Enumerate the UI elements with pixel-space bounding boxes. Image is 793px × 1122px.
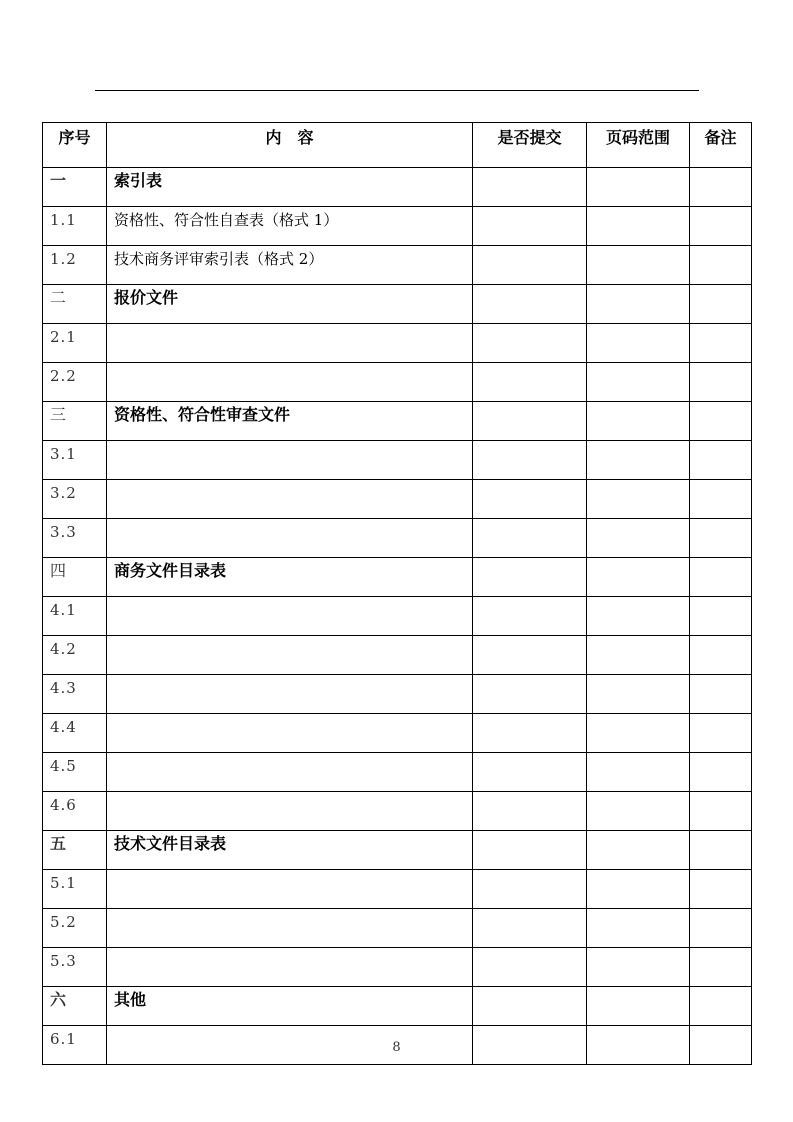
page-range-cell[interactable] bbox=[587, 831, 690, 870]
page-range-cell[interactable] bbox=[587, 558, 690, 597]
content-cell bbox=[107, 441, 473, 480]
page-range-cell[interactable] bbox=[587, 519, 690, 558]
submitted-cell[interactable] bbox=[473, 441, 587, 480]
content-cell: 技术商务评审索引表（格式 2） bbox=[107, 246, 473, 285]
table-header-row bbox=[43, 123, 752, 168]
page-range-cell[interactable] bbox=[587, 870, 690, 909]
submitted-cell[interactable] bbox=[473, 675, 587, 714]
column-header-seq: 序号 bbox=[43, 123, 107, 168]
table-row bbox=[43, 519, 752, 558]
seq-cell: 五 bbox=[43, 831, 107, 870]
submitted-cell[interactable] bbox=[473, 597, 587, 636]
seq-cell: 5.1 bbox=[43, 870, 107, 909]
table-row bbox=[43, 948, 752, 987]
remarks-cell[interactable] bbox=[690, 324, 752, 363]
section-row bbox=[43, 402, 752, 441]
seq-cell: 6.1 bbox=[43, 1026, 107, 1065]
table-row bbox=[43, 714, 752, 753]
header-rule bbox=[95, 90, 699, 91]
submitted-cell[interactable] bbox=[473, 714, 587, 753]
seq-cell: 六 bbox=[43, 987, 107, 1026]
remarks-cell[interactable] bbox=[690, 714, 752, 753]
submitted-cell[interactable] bbox=[473, 285, 587, 324]
seq-cell: 1.1 bbox=[43, 207, 107, 246]
submitted-cell[interactable] bbox=[473, 558, 587, 597]
section-row bbox=[43, 168, 752, 207]
submitted-cell[interactable] bbox=[473, 870, 587, 909]
content-cell bbox=[107, 870, 473, 909]
page-range-cell[interactable] bbox=[587, 246, 690, 285]
submitted-cell[interactable] bbox=[473, 168, 587, 207]
page-range-cell[interactable] bbox=[587, 363, 690, 402]
page-range-cell[interactable] bbox=[587, 753, 690, 792]
remarks-cell[interactable] bbox=[690, 948, 752, 987]
table-row bbox=[43, 324, 752, 363]
content-cell bbox=[107, 792, 473, 831]
page-range-cell[interactable] bbox=[587, 792, 690, 831]
table-row bbox=[43, 207, 752, 246]
content-cell bbox=[107, 597, 473, 636]
remarks-cell[interactable] bbox=[690, 636, 752, 675]
content-cell bbox=[107, 480, 473, 519]
remarks-cell[interactable] bbox=[690, 792, 752, 831]
seq-cell: 2.2 bbox=[43, 363, 107, 402]
remarks-cell[interactable] bbox=[690, 558, 752, 597]
page-range-cell[interactable] bbox=[587, 909, 690, 948]
page-range-cell[interactable] bbox=[587, 597, 690, 636]
remarks-cell[interactable] bbox=[690, 753, 752, 792]
table-row bbox=[43, 909, 752, 948]
section-row bbox=[43, 558, 752, 597]
column-header-remarks: 备注 bbox=[690, 123, 752, 168]
submitted-cell[interactable] bbox=[473, 324, 587, 363]
page-range-cell[interactable] bbox=[587, 948, 690, 987]
section-row bbox=[43, 987, 752, 1026]
remarks-cell[interactable] bbox=[690, 207, 752, 246]
column-header-submitted: 是否提交 bbox=[473, 123, 587, 168]
remarks-cell[interactable] bbox=[690, 441, 752, 480]
page-range-cell[interactable] bbox=[587, 675, 690, 714]
seq-cell: 2.1 bbox=[43, 324, 107, 363]
content-cell bbox=[107, 675, 473, 714]
seq-cell: 4.6 bbox=[43, 792, 107, 831]
submitted-cell[interactable] bbox=[473, 636, 587, 675]
submitted-cell[interactable] bbox=[473, 246, 587, 285]
seq-cell: 5.3 bbox=[43, 948, 107, 987]
remarks-cell[interactable] bbox=[690, 402, 752, 441]
page-range-cell[interactable] bbox=[587, 285, 690, 324]
page-range-cell[interactable] bbox=[587, 987, 690, 1026]
column-header-page-range: 页码范围 bbox=[587, 123, 690, 168]
remarks-cell[interactable] bbox=[690, 597, 752, 636]
seq-cell: 4.4 bbox=[43, 714, 107, 753]
content-cell: 报价文件 bbox=[107, 285, 473, 324]
remarks-cell[interactable] bbox=[690, 285, 752, 324]
submitted-cell[interactable] bbox=[473, 519, 587, 558]
remarks-cell[interactable] bbox=[690, 831, 752, 870]
table-row bbox=[43, 753, 752, 792]
content-cell: 资格性、符合性审查文件 bbox=[107, 402, 473, 441]
remarks-cell[interactable] bbox=[690, 246, 752, 285]
remarks-cell[interactable] bbox=[690, 168, 752, 207]
content-cell: 其他 bbox=[107, 987, 473, 1026]
seq-cell: 3.1 bbox=[43, 441, 107, 480]
submitted-cell[interactable] bbox=[473, 792, 587, 831]
page-range-cell[interactable] bbox=[587, 441, 690, 480]
submitted-cell[interactable] bbox=[473, 753, 587, 792]
remarks-cell[interactable] bbox=[690, 675, 752, 714]
table-row bbox=[43, 597, 752, 636]
page-number: 8 bbox=[392, 1040, 401, 1055]
content-cell bbox=[107, 636, 473, 675]
seq-cell: 一 bbox=[43, 168, 107, 207]
document-index-table bbox=[42, 122, 752, 1065]
content-cell: 商务文件目录表 bbox=[107, 558, 473, 597]
table-row bbox=[43, 246, 752, 285]
submitted-cell[interactable] bbox=[473, 831, 587, 870]
table-row bbox=[43, 636, 752, 675]
seq-cell: 3.2 bbox=[43, 480, 107, 519]
seq-cell: 4.2 bbox=[43, 636, 107, 675]
table-row bbox=[43, 363, 752, 402]
section-row bbox=[43, 285, 752, 324]
submitted-cell[interactable] bbox=[473, 987, 587, 1026]
remarks-cell[interactable] bbox=[690, 519, 752, 558]
content-cell bbox=[107, 753, 473, 792]
content-cell: 技术文件目录表 bbox=[107, 831, 473, 870]
remarks-cell[interactable] bbox=[690, 480, 752, 519]
page-range-cell[interactable] bbox=[587, 168, 690, 207]
table-row bbox=[43, 480, 752, 519]
seq-cell: 5.2 bbox=[43, 909, 107, 948]
page-range-cell[interactable] bbox=[587, 636, 690, 675]
seq-cell: 二 bbox=[43, 285, 107, 324]
remarks-cell[interactable] bbox=[690, 870, 752, 909]
remarks-cell[interactable] bbox=[690, 987, 752, 1026]
content-cell: 资格性、符合性自查表（格式 1） bbox=[107, 207, 473, 246]
content-cell bbox=[107, 363, 473, 402]
page-range-cell[interactable] bbox=[587, 480, 690, 519]
content-cell bbox=[107, 714, 473, 753]
seq-cell: 1.2 bbox=[43, 246, 107, 285]
submitted-cell[interactable] bbox=[473, 909, 587, 948]
content-cell bbox=[107, 948, 473, 987]
page-range-cell[interactable] bbox=[587, 402, 690, 441]
remarks-cell[interactable] bbox=[690, 363, 752, 402]
submitted-cell[interactable] bbox=[473, 363, 587, 402]
content-cell: 索引表 bbox=[107, 168, 473, 207]
submitted-cell[interactable] bbox=[473, 207, 587, 246]
remarks-cell[interactable] bbox=[690, 909, 752, 948]
seq-cell: 4.3 bbox=[43, 675, 107, 714]
table-row bbox=[43, 870, 752, 909]
submitted-cell[interactable] bbox=[473, 480, 587, 519]
section-row bbox=[43, 831, 752, 870]
table-row bbox=[43, 675, 752, 714]
content-cell bbox=[107, 519, 473, 558]
content-cell bbox=[107, 909, 473, 948]
page-range-cell[interactable] bbox=[587, 207, 690, 246]
column-header-content: 内 容 bbox=[107, 123, 473, 168]
submitted-cell[interactable] bbox=[473, 948, 587, 987]
seq-cell: 4.1 bbox=[43, 597, 107, 636]
page-range-cell[interactable] bbox=[587, 324, 690, 363]
seq-cell: 4.5 bbox=[43, 753, 107, 792]
seq-cell: 3.3 bbox=[43, 519, 107, 558]
seq-cell: 三 bbox=[43, 402, 107, 441]
seq-cell: 四 bbox=[43, 558, 107, 597]
submitted-cell[interactable] bbox=[473, 402, 587, 441]
page-range-cell[interactable] bbox=[587, 714, 690, 753]
content-cell bbox=[107, 324, 473, 363]
table-row bbox=[43, 441, 752, 480]
table-row bbox=[43, 792, 752, 831]
